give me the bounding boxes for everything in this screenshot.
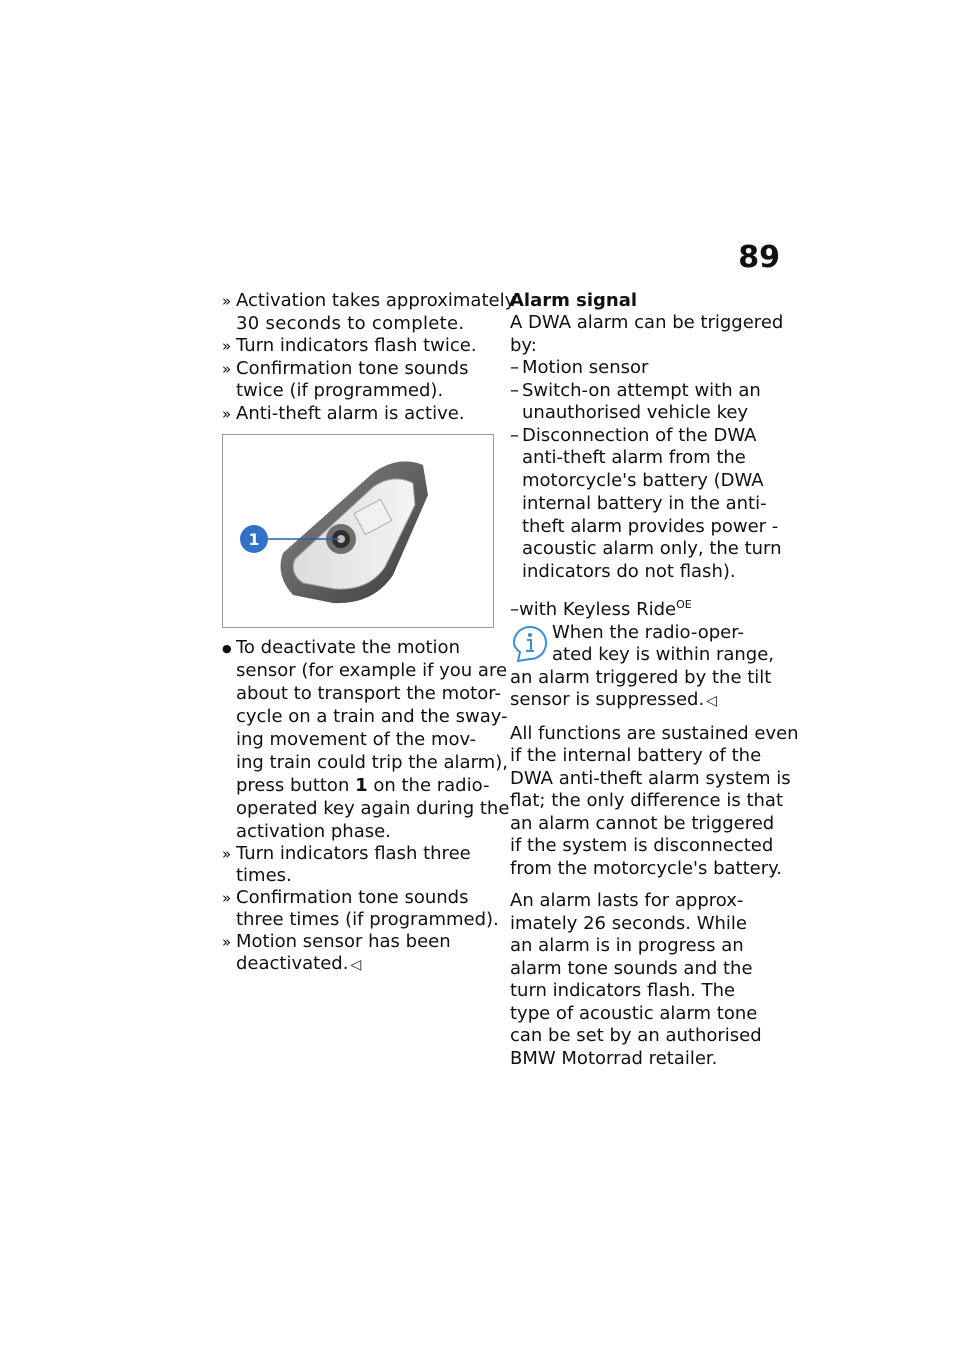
result-text: twice (if programmed). bbox=[236, 380, 444, 401]
battery-paragraph: All functions are sustained even if the internal battery of the DWA anti-theft alarm system is flat; the only difference is that an alarm cannot be triggered if the system is disconnected from the motorcycle's battery. bbox=[510, 722, 799, 879]
step-text: ing train could trip the alarm), bbox=[236, 752, 508, 773]
trigger-item: – Disconnection of the DWA anti-theft alarm from the motorcycle's battery (DWA internal battery in the anti- theft alarm provides power - acoustic alarm only, the turn indicators do not flash). bbox=[510, 424, 782, 583]
result-item bbox=[222, 403, 497, 426]
oe-superscript: OE bbox=[676, 598, 692, 612]
result-list-deactivation bbox=[222, 843, 497, 976]
left-column bbox=[222, 290, 516, 976]
result-item bbox=[222, 358, 497, 403]
result-text: Turn indicators flash three bbox=[236, 843, 471, 864]
step-text: sensor (for example if you are bbox=[236, 660, 508, 681]
result-item bbox=[222, 290, 516, 335]
result-item bbox=[222, 931, 497, 976]
trigger-list bbox=[510, 357, 782, 584]
step-text: press button 1 on the radio- bbox=[236, 775, 490, 796]
step-text: cycle on a train and the sway- bbox=[236, 706, 508, 727]
result-marker: » bbox=[222, 337, 232, 355]
result-text: three times (if programmed). bbox=[236, 909, 499, 930]
trigger-item: – Switch-on attempt with an unauthorised vehicle key bbox=[510, 379, 761, 423]
trigger-item: – Motion sensor bbox=[510, 357, 649, 378]
result-item bbox=[222, 843, 497, 887]
result-marker: » bbox=[222, 933, 232, 951]
result-marker: » bbox=[222, 404, 232, 423]
callout-label: 1 bbox=[248, 530, 260, 549]
intro-text: A DWA alarm can be triggered by: bbox=[510, 312, 784, 356]
step-bullet: ● bbox=[222, 642, 232, 655]
result-item bbox=[222, 335, 497, 358]
result-text: deactivated. ◁ bbox=[236, 953, 362, 974]
result-text: Motion sensor has been bbox=[236, 931, 451, 952]
result-list-activation bbox=[222, 290, 516, 425]
step-text: activation phase. bbox=[236, 821, 391, 842]
result-text: Activation takes approximately bbox=[236, 290, 516, 311]
result-text: times. bbox=[236, 865, 292, 886]
result-text: Confirmation tone sounds bbox=[236, 357, 469, 379]
page-number: 89 bbox=[738, 240, 780, 275]
info-icon bbox=[510, 624, 550, 664]
dash-marker: – bbox=[510, 357, 519, 378]
end-marker: ◁ bbox=[706, 693, 717, 710]
result-text: Turn indicators flash twice. bbox=[236, 335, 477, 356]
step-text: operated key again during the bbox=[236, 798, 510, 819]
step-text: To deactivate the motion bbox=[236, 637, 460, 658]
result-marker: » bbox=[222, 845, 232, 863]
radio-key-illustration bbox=[223, 435, 493, 627]
result-item bbox=[222, 887, 497, 931]
dash-marker: – bbox=[510, 379, 519, 401]
result-marker: » bbox=[222, 889, 232, 907]
step-text: about to transport the motor- bbox=[236, 683, 501, 704]
button-reference: 1 bbox=[355, 775, 368, 796]
result-marker: » bbox=[222, 359, 232, 378]
section-heading: Alarm signal bbox=[510, 290, 638, 311]
result-text: Anti-theft alarm is active. bbox=[236, 402, 465, 424]
step-text: ing movement of the mov- bbox=[236, 729, 477, 750]
right-column bbox=[510, 290, 799, 1070]
keyless-ride-label: –with Keyless Ride$^{OE}$ bbox=[510, 598, 692, 621]
dash-marker: – bbox=[510, 424, 519, 446]
end-marker: ◁ bbox=[350, 957, 362, 973]
info-note: When the radio-oper- ated key is within range, an alarm triggered by the tilt sensor is suppressed. ◁ bbox=[510, 621, 775, 711]
key-figure bbox=[222, 434, 494, 628]
result-text: Confirmation tone sounds bbox=[236, 887, 469, 908]
result-text: 30 seconds to complete. bbox=[236, 312, 465, 334]
duration-paragraph: An alarm lasts for approx- imately 26 seconds. While an alarm is in progress an alarm tone sounds and the turn indicators flash. The type of acoustic alarm tone can be set by an authorised BMW Motorrad retailer. bbox=[510, 890, 762, 1069]
result-marker: » bbox=[222, 292, 232, 310]
step-item bbox=[222, 636, 510, 843]
